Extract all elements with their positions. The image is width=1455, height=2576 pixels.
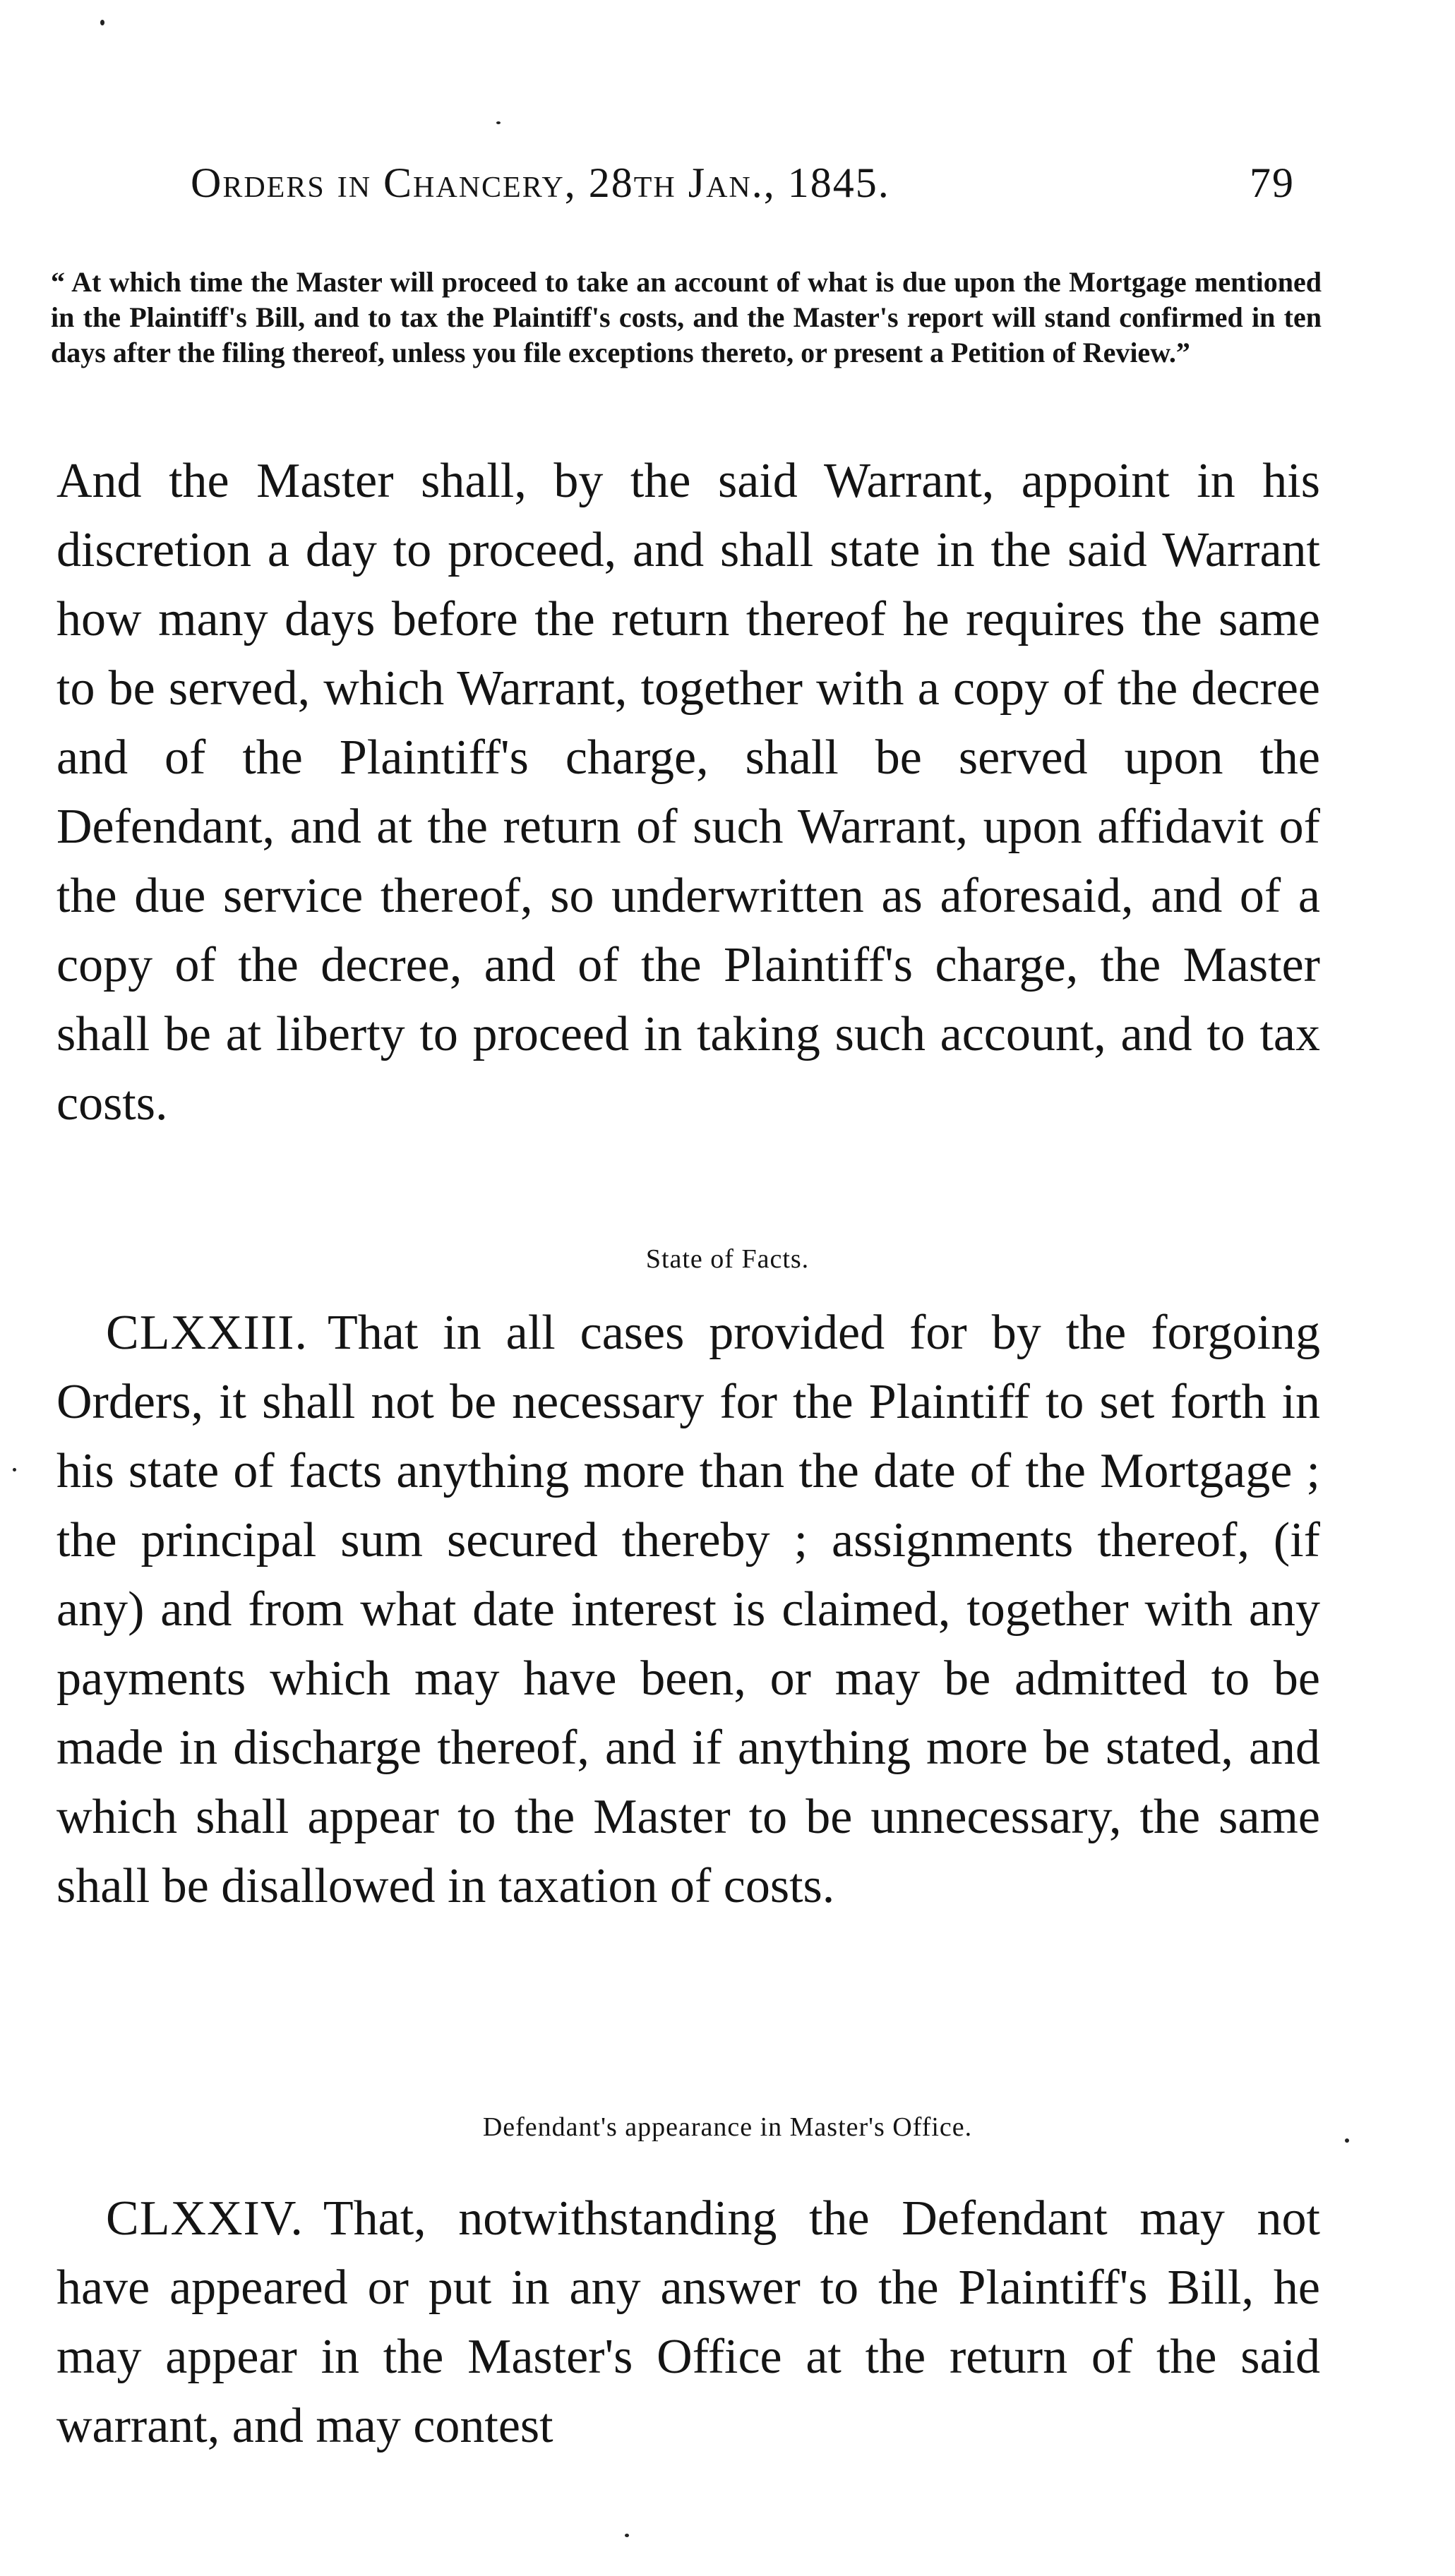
page-number: 79	[1250, 160, 1295, 206]
paragraph-warrant-procedure: And the Master shall, by the said Warrant, appoint in his discretion a day to proceed, and shall state in the said Warrant how many days before the return thereof he requires the same to be served, which Warrant, together with a copy of the decree and of the Plaintiff's charge, shall be served upon the Defendant, and at the return of such Warrant, upon affidavit of the due service thereof, so underwritten as aforesaid, and of a copy of the decree, and of the Plaintiff's charge, the Master shall be at liberty to proceed in taking such account, and to tax costs.	[56, 454, 1320, 1131]
section-clxxiii	[56, 1299, 1320, 2040]
scan-speck	[100, 20, 104, 25]
section-number: CLXXIII.	[106, 1306, 308, 1360]
scan-speck	[496, 121, 501, 124]
scan-speck	[625, 2534, 629, 2537]
warrant-notice-quote: “ At which time the Master will proceed to take an account of what is due upon the Mortgage mentioned in the Plaintiff's Bill, and to tax the Plaintiff's costs, and the Master's report will stand confirmed in ten days after the filing thereof, unless you file exceptions thereto, or present a Petition of Review.”	[51, 266, 1322, 368]
running-head-title: Orders in Chancery, 28th Jan., 1845.	[191, 160, 890, 206]
section-text: That, notwithstanding the Defendant may not have appeared or put in any answer to the Plaintiff's Bill, he may appear in the Master's Office at the return of the said warrant, and may contest	[56, 2191, 1320, 2453]
scan-speck	[1345, 2138, 1349, 2143]
section-clxxiv	[56, 2184, 1320, 2481]
section-heading-defendants-appearance: Defendant's appearance in Master's Office.	[482, 2112, 973, 2142]
section-heading-state-of-facts: State of Facts.	[645, 1244, 810, 1274]
scan-speck	[13, 1468, 16, 1471]
running-head	[191, 159, 1320, 207]
section-number: CLXXIV.	[106, 2191, 304, 2246]
section-text: That in all cases provided for by the forgoing Orders, it shall not be necessary for the Plaintiff to set forth in his state of facts anything more than the date of the Mortgage ; the principal sum secured thereby ; assignments thereof, (if any) and from what date interest is claimed, together with any payments which may have been, or may be admitted to be made in discharge thereof, and if anything more be stated, and which shall appear to the Master to be unnecessary, the same shall be disallowed in taxation of costs.	[56, 1306, 1320, 1913]
